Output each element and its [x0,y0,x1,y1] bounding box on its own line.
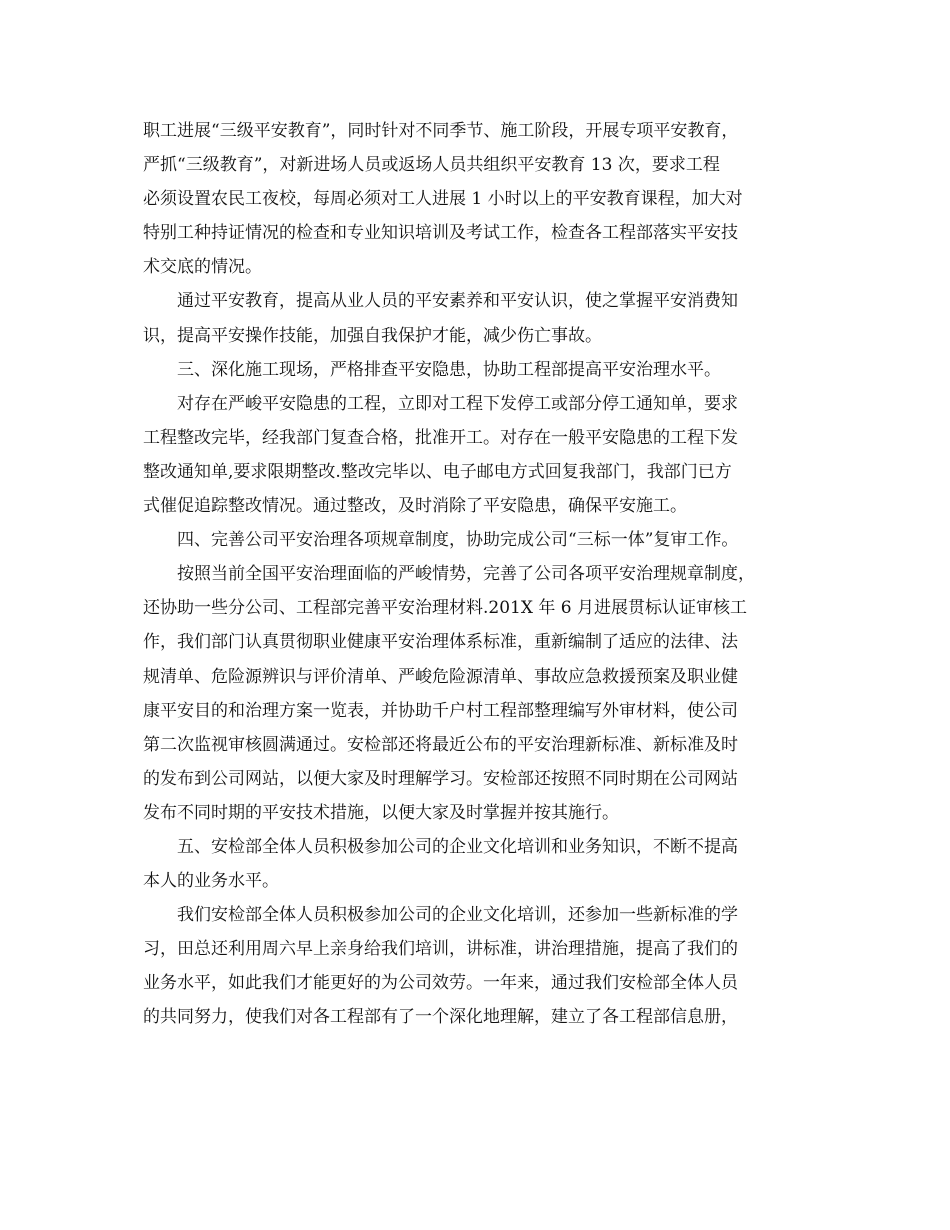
text-line: 业务水平，如此我们才能更好的为公司效劳。一年来，通过我们安检部全体人员 [143,973,738,994]
text-line: 职工进展“三级平安教育”，同时针对不同季节、施工阶段，开展专项平安教育， [143,121,739,141]
text-line: 作，我们部门认真贯彻职业健康平安治理体系标准，重新编制了适应的法律、法 [143,632,738,653]
text-line: 还协助一些分公司、工程部完善平安治理材料.201X 年 6 月进展贯标认证审核工 [143,598,747,619]
text-line: 按照当前全国平安治理面临的严峻情势，完善了公司各项平安治理规章制度， [143,564,755,585]
text-line: 对存在严峻平安隐患的工程，立即对工程下发停工或部分停工通知单，要求 [143,393,738,414]
section-heading-5: 五、安检部全体人员积极参加公司的企业文化培训和业务知识，不断不提高 [143,836,738,857]
text-line: 特别工种持证情况的检查和专业知识培训及考试工作，检查各工程部落实平安技 [143,223,738,244]
text-line: 工程整改完毕，经我部门复查合格，批准开工。对存在一般平安隐患的工程下发 [143,427,738,448]
document-body [143,114,813,1035]
text-line: 式催促追踪整改情况。通过整改，及时消除了平安隐患，确保平安施工。 [143,496,687,517]
text-line: 的共同努力，使我们对各工程部有了一个深化地理解，建立了各工程部信息册， [143,1007,738,1028]
text-line: 的发布到公司网站，以便大家及时理解学习。安检部还按照不同时期在公司网站 [143,768,738,789]
text-line: 整改通知单,要求限期整改.整改完毕以、电子邮电方式回复我部门，我部门已方 [143,461,732,482]
text-line: 发布不同时期的平安技术措施，以便大家及时掌握并按其施行。 [143,802,619,823]
text-line: 严抓“三级教育”，对新进场人员或返场人员共组织平安教育 13 次，要求工程 [143,155,720,176]
text-line: 康平安目的和治理方案一览表，并协助千户村工程部整理编写外审材料，使公司 [143,700,738,721]
text-line: 术交底的情况。 [143,257,262,278]
text-line: 必须设置农民工夜校，每周必须对工人进展 1 小时以上的平安教育课程，加大对 [143,189,743,210]
section-heading-4: 四、完善公司平安治理各项规章制度，协助完成公司“三标一体”复审工作。 [143,530,739,551]
section-heading-3: 三、深化施工现场，严格排查平安隐患，协助工程部提高平安治理水平。 [143,359,721,380]
text-line: 我们安检部全体人员积极参加公司的企业文化培训，还参加一些新标准的学 [143,905,738,926]
text-line: 本人的业务水平。 [143,871,279,892]
text-line: 识，提高平安操作技能，加强自我保护才能，减少伤亡事故。 [143,325,602,346]
text-line: 习，田总还利用周六早上亲身给我们培训，讲标准，讲治理措施，提高了我们的 [143,939,738,960]
text-line: 通过平安教育，提高从业人员的平安素养和平安认识，使之掌握平安消费知 [143,291,738,312]
text-line: 第二次监视审核圆满通过。安检部还将最近公布的平安治理新标准、新标准及时 [143,734,738,755]
text-line: 规清单、危险源辨识与评价清单、严峻危险源清单、事故应急救援预案及职业健 [143,666,738,687]
